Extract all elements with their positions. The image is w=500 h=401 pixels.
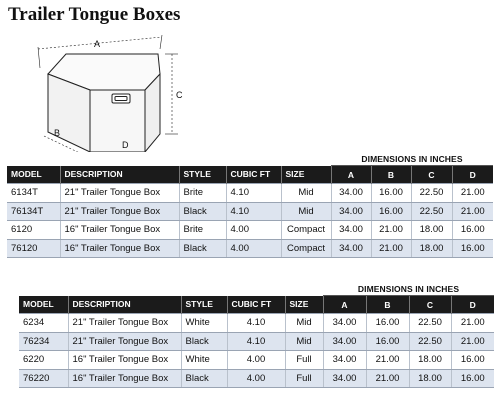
cell-description: 21" Trailer Tongue Box [68, 332, 181, 351]
table-row [19, 332, 494, 351]
dimensions-title: DIMENSIONS IN INCHES [323, 282, 494, 296]
cell-size: Mid [285, 332, 323, 351]
cell-description: 16" Trailer Tongue Box [68, 351, 181, 370]
cell-description: 16" Trailer Tongue Box [60, 221, 179, 240]
cell-d: 21.00 [452, 184, 493, 203]
col-header-c: C [411, 166, 452, 184]
cell-size: Compact [281, 221, 331, 240]
cell-description: 21" Trailer Tongue Box [60, 184, 179, 203]
cell-style: Black [181, 332, 227, 351]
cell-d: 21.00 [452, 202, 493, 221]
cell-style: White [181, 351, 227, 370]
cell-c: 22.50 [411, 202, 452, 221]
col-header-style: STYLE [179, 166, 226, 184]
cell-style: Black [181, 369, 227, 388]
cell-a: 34.00 [323, 351, 366, 370]
cell-c: 22.50 [409, 314, 451, 333]
dimensions-title: DIMENSIONS IN INCHES [331, 152, 493, 166]
cell-b: 16.00 [371, 202, 411, 221]
col-header-style: STYLE [181, 296, 227, 314]
cell-cubic-ft: 4.00 [227, 369, 285, 388]
cell-b: 21.00 [371, 221, 411, 240]
cell-c: 22.50 [409, 332, 451, 351]
cell-a: 34.00 [331, 202, 371, 221]
cell-size: Mid [281, 184, 331, 203]
cell-a: 34.00 [323, 332, 366, 351]
col-header-description: DESCRIPTION [68, 296, 181, 314]
cell-a: 34.00 [331, 184, 371, 203]
dimension-label-a: A [94, 39, 101, 49]
cell-b: 16.00 [371, 184, 411, 203]
col-header-d: D [451, 296, 494, 314]
col-header-a: A [331, 166, 371, 184]
cell-description: 16" Trailer Tongue Box [60, 239, 179, 258]
spec-table-1 [7, 152, 493, 258]
cell-cubic-ft: 4.00 [227, 351, 285, 370]
cell-size: Full [285, 369, 323, 388]
cell-size: Compact [281, 239, 331, 258]
dimension-label-c: C [176, 90, 183, 100]
cell-model: 6220 [19, 351, 68, 370]
cell-b: 21.00 [366, 351, 409, 370]
col-header-description: DESCRIPTION [60, 166, 179, 184]
cell-d: 16.00 [452, 221, 493, 240]
cell-size: Mid [285, 314, 323, 333]
cell-model: 6234 [19, 314, 68, 333]
cell-description: 16" Trailer Tongue Box [68, 369, 181, 388]
dimension-label-d: D [122, 140, 129, 150]
cell-style: White [181, 314, 227, 333]
header-row [7, 166, 493, 184]
table-row [19, 314, 494, 333]
cell-a: 34.00 [331, 221, 371, 240]
cell-style: Black [179, 239, 226, 258]
cell-cubic-ft: 4.10 [227, 314, 285, 333]
col-header-cubic-ft: CUBIC FT [227, 296, 285, 314]
cell-d: 16.00 [451, 369, 494, 388]
cell-model: 76234 [19, 332, 68, 351]
cell-model: 6134T [7, 184, 60, 203]
cell-a: 34.00 [323, 369, 366, 388]
cell-description: 21" Trailer Tongue Box [60, 202, 179, 221]
col-header-size: SIZE [281, 166, 331, 184]
cell-c: 18.00 [411, 239, 452, 258]
table-row [7, 202, 493, 221]
cell-cubic-ft: 4.00 [226, 239, 281, 258]
cell-cubic-ft: 4.00 [226, 221, 281, 240]
cell-b: 21.00 [371, 239, 411, 258]
col-header-c: C [409, 296, 451, 314]
cell-style: Brite [179, 184, 226, 203]
dimension-title-row [19, 282, 494, 296]
col-header-model: MODEL [7, 166, 60, 184]
cell-model: 76220 [19, 369, 68, 388]
dimension-title-row [7, 152, 493, 166]
cell-cubic-ft: 4.10 [226, 184, 281, 203]
cell-b: 16.00 [366, 332, 409, 351]
col-header-b: B [366, 296, 409, 314]
cell-a: 34.00 [331, 239, 371, 258]
table-row [7, 221, 493, 240]
col-header-size: SIZE [285, 296, 323, 314]
cell-model: 76134T [7, 202, 60, 221]
cell-d: 21.00 [451, 314, 494, 333]
cell-a: 34.00 [323, 314, 366, 333]
cell-c: 22.50 [411, 184, 452, 203]
cell-c: 18.00 [409, 351, 451, 370]
page-title: Trailer Tongue Boxes [8, 4, 181, 25]
cell-d: 16.00 [451, 351, 494, 370]
cell-c: 18.00 [409, 369, 451, 388]
cell-model: 6120 [7, 221, 60, 240]
table-row [7, 239, 493, 258]
cell-b: 16.00 [366, 314, 409, 333]
col-header-model: MODEL [19, 296, 68, 314]
tongue-box-diagram [0, 32, 200, 152]
spec-table-2 [19, 282, 494, 388]
cell-model: 76120 [7, 239, 60, 258]
table-row [7, 184, 493, 203]
cell-b: 21.00 [366, 369, 409, 388]
cell-d: 21.00 [451, 332, 494, 351]
table-row [19, 369, 494, 388]
cell-d: 16.00 [452, 239, 493, 258]
cell-cubic-ft: 4.10 [227, 332, 285, 351]
col-header-d: D [452, 166, 493, 184]
col-header-cubic-ft: CUBIC FT [226, 166, 281, 184]
cell-style: Brite [179, 221, 226, 240]
cell-cubic-ft: 4.10 [226, 202, 281, 221]
table-row [19, 351, 494, 370]
cell-size: Full [285, 351, 323, 370]
cell-style: Black [179, 202, 226, 221]
cell-c: 18.00 [411, 221, 452, 240]
cell-description: 21" Trailer Tongue Box [68, 314, 181, 333]
dimension-label-b: B [54, 128, 61, 138]
cell-size: Mid [281, 202, 331, 221]
col-header-b: B [371, 166, 411, 184]
col-header-a: A [323, 296, 366, 314]
header-row [19, 296, 494, 314]
